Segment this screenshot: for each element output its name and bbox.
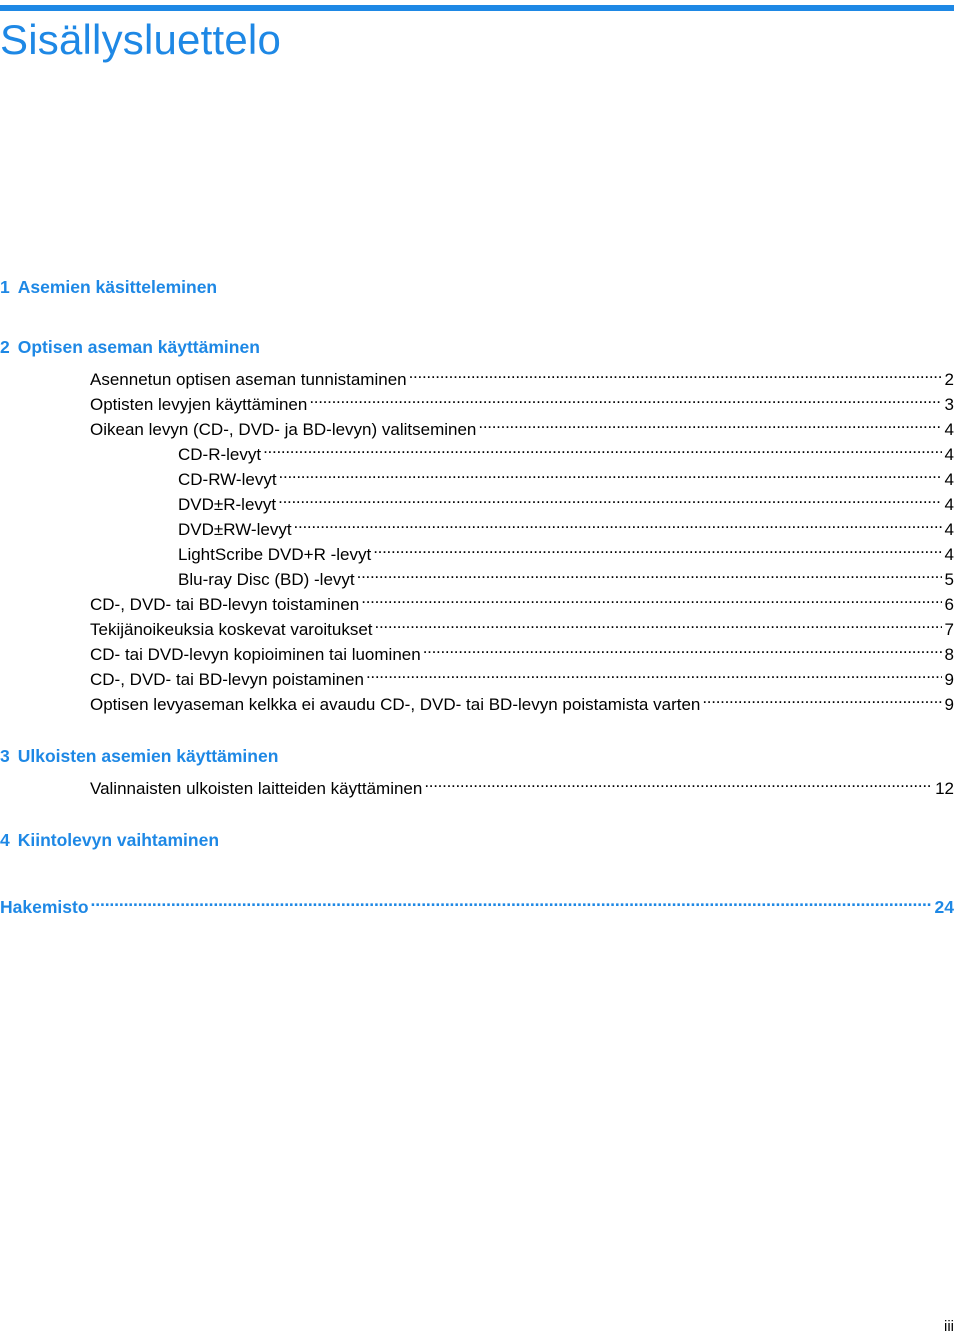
toc-entry-page: 4 [944, 470, 954, 489]
toc-entry-page: 6 [944, 595, 954, 614]
toc-entry-title: CD-RW-levyt [178, 470, 277, 489]
toc-entry-page: 12 [935, 779, 954, 798]
toc-entry-page: 9 [944, 670, 954, 689]
toc-entry-title: Blu-ray Disc (BD) -levyt [178, 570, 355, 589]
toc-entry-page: 4 [944, 495, 954, 514]
toc-entry-title: Optisten levyjen käyttäminen [90, 395, 308, 414]
dot-leader [91, 888, 932, 913]
toc-entry-page: 4 [944, 520, 954, 539]
toc-entry[interactable] [178, 485, 954, 514]
toc-entry[interactable] [90, 685, 954, 714]
chapter-2-heading[interactable] [0, 335, 954, 360]
toc-entry-title: DVD±R-levyt [178, 495, 277, 514]
toc-entry-title: Oikean levyn (CD-, DVD- ja BD-levyn) valitseminen [90, 420, 477, 439]
toc-entry[interactable] [90, 660, 954, 689]
chapter-1-heading[interactable] [0, 275, 954, 300]
chapter-3-heading[interactable] [0, 744, 954, 769]
dot-leader [424, 769, 932, 794]
dot-leader [423, 635, 942, 660]
dot-leader [366, 660, 942, 685]
toc-entry[interactable] [90, 585, 954, 614]
toc-entry[interactable] [178, 535, 954, 564]
page-folio: iii [944, 1318, 954, 1335]
chapter-3-title: Ulkoisten asemien käyttäminen [17, 746, 279, 766]
toc-entry-title: CD-, DVD- tai BD-levyn poistaminen [90, 670, 364, 689]
toc-chapter-4 [0, 828, 954, 853]
toc-entry-title: DVD±RW-levyt [178, 520, 292, 539]
index-entry[interactable] [0, 888, 954, 917]
toc-entry[interactable] [178, 460, 954, 489]
chapter-1-title: Asemien käsitteleminen [17, 277, 218, 297]
toc-entry-page: 7 [944, 620, 954, 639]
toc-entry[interactable] [178, 435, 954, 464]
toc-entry-page: 5 [944, 570, 954, 589]
dot-leader [375, 610, 942, 635]
toc-entry-title: CD-R-levyt [178, 445, 262, 464]
toc-entry-page: 2 [944, 370, 954, 389]
toc-chapter-3 [0, 744, 954, 798]
dot-leader [409, 360, 942, 385]
toc-entry-title: Asennetun optisen aseman tunnistaminen [90, 370, 407, 389]
toc-entry-page: 3 [944, 395, 954, 414]
dot-leader [263, 435, 941, 460]
chapter-4-title: Kiintolevyn vaihtaminen [17, 830, 220, 850]
toc-entry-title: Valinnaisten ulkoisten laitteiden käyttäminen [90, 779, 423, 798]
chapter-4-heading[interactable] [0, 828, 954, 853]
toc-entry[interactable] [90, 769, 954, 798]
toc-entry-page: 4 [944, 420, 954, 439]
toc-entry-page: 4 [944, 445, 954, 464]
toc-chapter-2 [0, 335, 954, 714]
chapter-3-number: 3 [0, 746, 10, 766]
dot-leader [279, 460, 942, 485]
index-page: 24 [934, 897, 954, 917]
toc-entry-page: 8 [944, 645, 954, 664]
toc-entry-title: Optisen levyaseman kelkka ei avaudu CD-, DVD- tai BD-levyn poistamista varten [90, 695, 701, 714]
index-title: Hakemisto [0, 897, 89, 917]
dot-leader [478, 410, 941, 435]
toc-entry[interactable] [90, 385, 954, 414]
toc-index [0, 888, 954, 917]
dot-leader [357, 560, 942, 585]
dot-leader [361, 585, 941, 610]
toc-entry-title: CD-, DVD- tai BD-levyn toistaminen [90, 595, 360, 614]
chapter-2-title: Optisen aseman käyttäminen [17, 337, 260, 357]
chapter-1-number: 1 [0, 277, 10, 297]
dot-leader [373, 535, 941, 560]
toc-entry[interactable] [178, 560, 954, 589]
chapter-4-number: 4 [0, 830, 10, 850]
chapter-2-number: 2 [0, 337, 10, 357]
dot-leader [294, 510, 942, 535]
toc-entry[interactable] [90, 410, 954, 439]
toc-entry-page: 9 [944, 695, 954, 714]
page-title: Sisällysluettelo [0, 16, 281, 63]
toc-entry[interactable] [178, 510, 954, 539]
toc-chapter-1 [0, 275, 954, 300]
toc-entry-page: 4 [944, 545, 954, 564]
toc-entry[interactable] [90, 360, 954, 389]
dot-leader [278, 485, 941, 510]
toc-entry[interactable] [90, 635, 954, 664]
toc-entry-title: Tekijänoikeuksia koskevat varoitukset [90, 620, 373, 639]
toc-entry-title: LightScribe DVD+R -levyt [178, 545, 372, 564]
toc-entry[interactable] [90, 610, 954, 639]
dot-leader [309, 385, 941, 410]
toc-entry-title: CD- tai DVD-levyn kopioiminen tai luominen [90, 645, 421, 664]
dot-leader [702, 685, 941, 710]
